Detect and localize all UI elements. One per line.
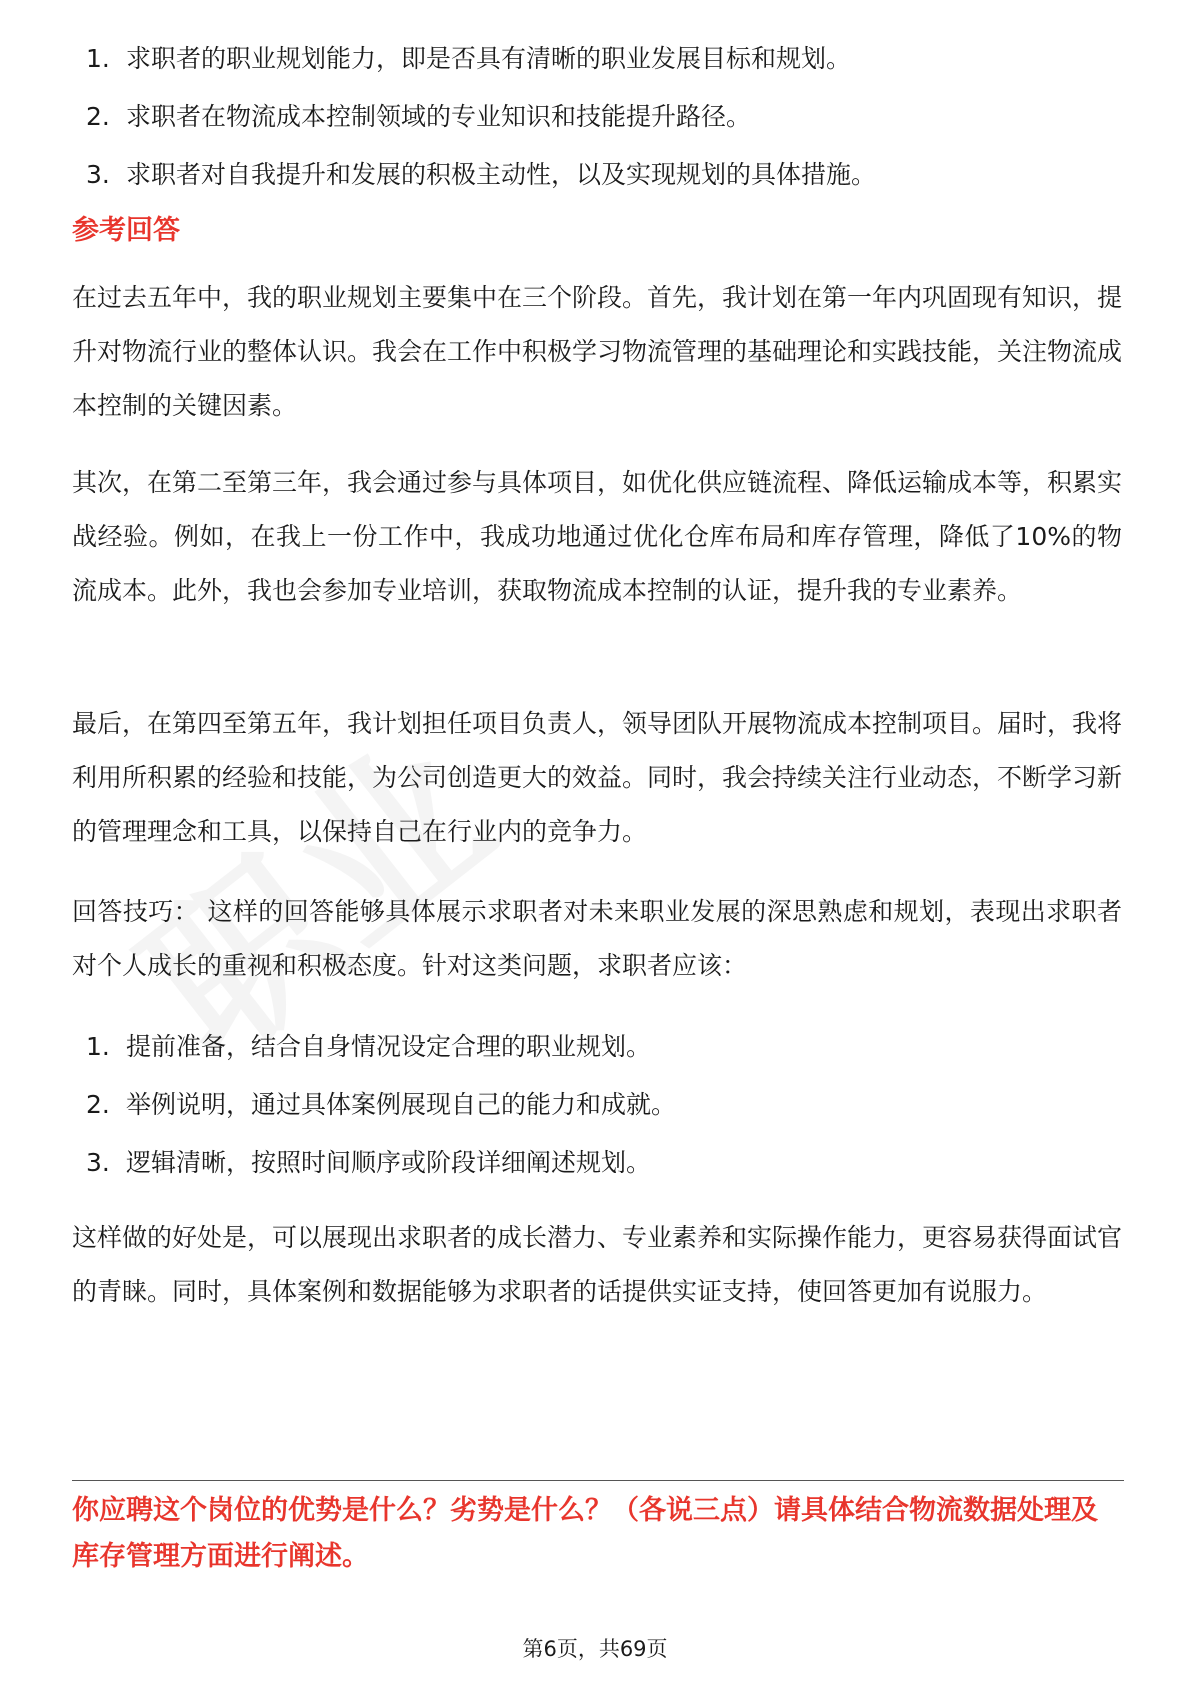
next-question-heading: 你应聘这个岗位的优势是什么？劣势是什么？（各说三点）请具体结合物流数据处理及库存管理方面进行阐述。 <box>72 1495 1098 1572</box>
section-divider <box>72 1480 1124 1481</box>
list-item: 2. 举例说明，通过具体案例展现自己的能力和成就。 <box>86 1090 677 1119</box>
list-item: 3. 求职者对自我提升和发展的积极主动性，以及实现规划的具体措施。 <box>86 160 877 189</box>
evaluation-points-list <box>72 30 876 204</box>
answer-heading: 参考回答 <box>72 215 180 246</box>
list-item: 1. 求职者的职业规划能力，即是否具有清晰的职业发展目标和规划。 <box>86 44 852 73</box>
list-item: 3. 逻辑清晰，按照时间顺序或阶段详细阐述规划。 <box>86 1148 652 1177</box>
closing-paragraph: 这样做的好处是，可以展现出求职者的成长潜力、专业素养和实际操作能力，更容易获得面试官的青睐。同时，具体案例和数据能够为求职者的话提供实证支持，使回答更加有说服力。 <box>72 1223 1123 1306</box>
tips-list <box>72 1018 676 1192</box>
page-number: 第6页，共69页 <box>522 1637 668 1661</box>
answer-paragraph-2: 其次，在第二至第三年，我会通过参与具体项目，如优化供应链流程、降低运输成本等，积累实战经验。例如，在我上一份工作中，我成功地通过优化仓库布局和库存管理，降低了10%的物流成本。此外，我也会参加专业培训，获取物流成本控制的认证，提升我的专业素养。 <box>72 468 1123 605</box>
answer-paragraph-3: 最后，在第四至第五年，我计划担任项目负责人，领导团队开展物流成本控制项目。届时，我将利用所积累的经验和技能，为公司创造更大的效益。同时，我会持续关注行业动态，不断学习新的管理理念和工具，以保持自己在行业内的竞争力。 <box>72 709 1123 846</box>
list-item: 1. 提前准备，结合自身情况设定合理的职业规划。 <box>86 1032 652 1061</box>
tips-paragraph: 回答技巧： 这样的回答能够具体展示求职者对未来职业发展的深思熟虑和规划，表现出求职者对个人成长的重视和积极态度。针对这类问题，求职者应该： <box>72 897 1122 980</box>
answer-paragraph-1: 在过去五年中，我的职业规划主要集中在三个阶段。首先，我计划在第一年内巩固现有知识，提升对物流行业的整体认识。我会在工作中积极学习物流管理的基础理论和实践技能，关注物流成本控制的关键因素。 <box>72 283 1123 420</box>
list-item: 2. 求职者在物流成本控制领域的专业知识和技能提升路径。 <box>86 102 752 131</box>
